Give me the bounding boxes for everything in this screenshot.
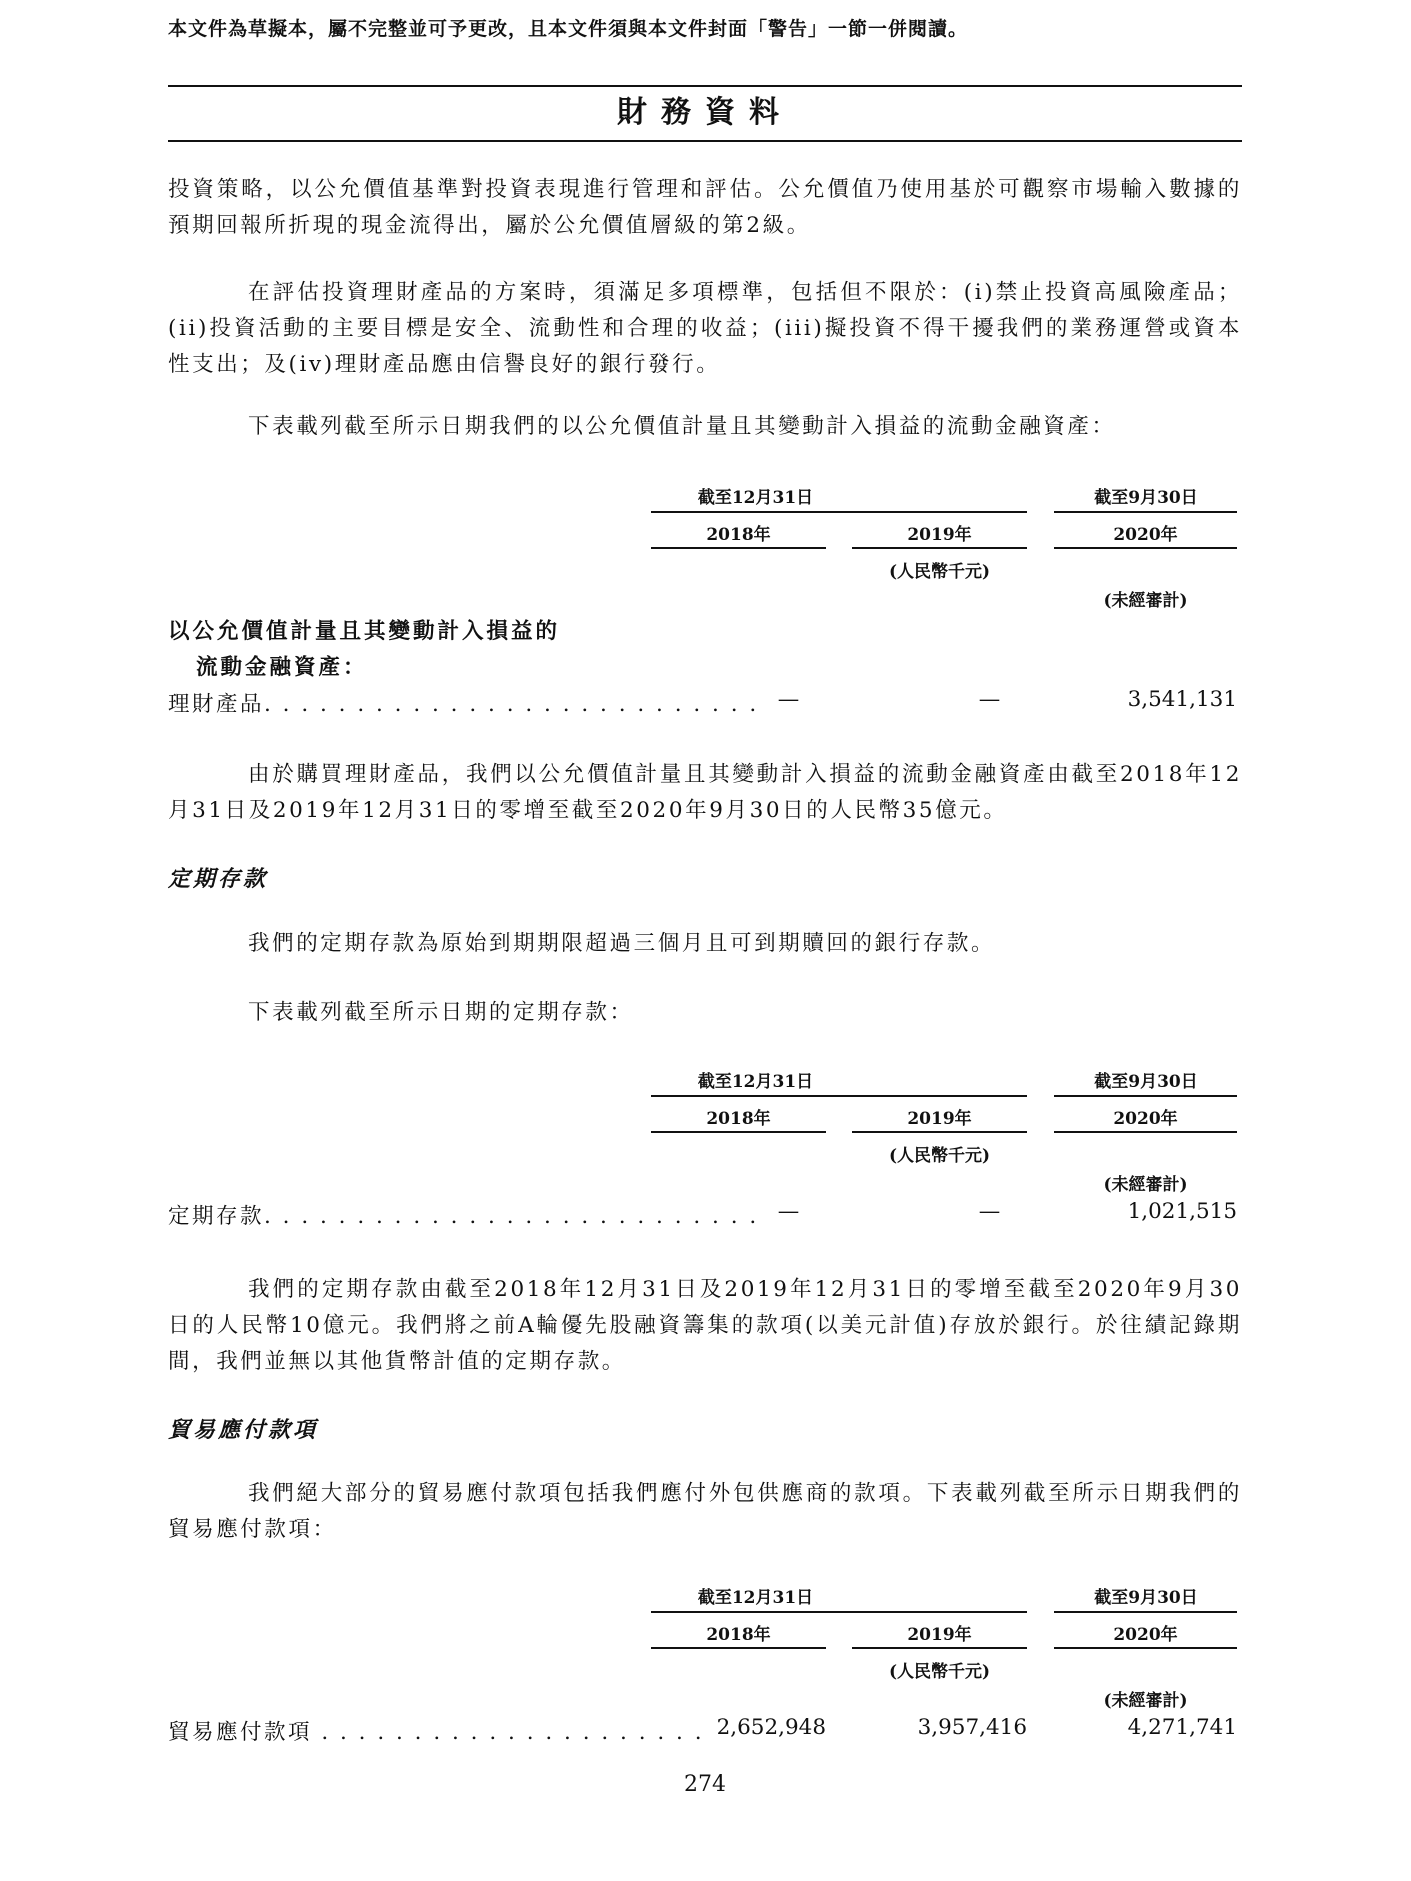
unit-label: (人民幣千元) [888, 1662, 991, 1682]
header-dec31: 截至12月31日 [697, 1588, 814, 1608]
header-rule [651, 1095, 1027, 1097]
section-title-bar [168, 85, 1242, 142]
col-2018: 2018年 [706, 1109, 771, 1129]
draft-notice: 本文件為草擬本，屬不完整並可予更改，且本文件須與本文件封面「警告」一節一併閱讀。 [168, 18, 969, 40]
paragraph-table2-intro: 下表載列截至所示日期的定期存款： [248, 1000, 634, 1025]
row-label-time-deposits: 定期存款. . . . . . . . . . . . . . . . . . . . . . . . . . . [168, 1204, 759, 1229]
paragraph-evaluation-criteria: 在評估投資理財產品的方案時，須滿足多項標準，包括但不限於：(i)禁止投資高風險產品；(ii)投資活動的主要目標是安全、流動性和合理的收益；(iii)擬投資不得干擾我們的業務運營或資本性支出；及(iv)理財產品應由信譽良好的銀行發行。 [168, 280, 1242, 377]
paragraph-deposit-increase: 我們的定期存款由截至2018年12月31日及2019年12月31日的零增至截至2020年9月30日的人民幣10億元。我們將之前A輪優先股融資籌集的款項(以美元計值)存放於銀行。於往績記錄期間，我們並無以其他貨幣計值的定期存款。 [168, 1277, 1242, 1374]
col-2020: 2020年 [1113, 1625, 1178, 1645]
column-rule [852, 1647, 1027, 1649]
header-sep30: 截至9月30日 [1094, 488, 1198, 508]
column-rule [1054, 1647, 1237, 1649]
header-rule [651, 511, 1027, 513]
col-2018: 2018年 [706, 525, 771, 545]
heading-trade-payables: 貿易應付款項 [168, 1417, 319, 1443]
header-dec31: 截至12月31日 [697, 1072, 814, 1092]
column-rule [651, 547, 826, 549]
value-2019: 3,957,416 [917, 1715, 1027, 1740]
trade-payables-table [168, 1580, 1242, 1780]
header-rule [1054, 1095, 1237, 1097]
section-label-line2: 流動金融資產： [196, 655, 368, 680]
header-sep30: 截至9月30日 [1094, 1588, 1198, 1608]
value-2020: 1,021,515 [1127, 1199, 1237, 1224]
paragraph-investment-strategy: 投資策略，以公允價值基準對投資表現進行管理和評估。公允價值乃使用基於可觀察市場輸入數據的預期回報所折現的現金流得出，屬於公允價值層級的第2級。 [168, 177, 1242, 238]
value-2020: 3,541,131 [1127, 687, 1237, 712]
value-2018: 2,652,948 [716, 1715, 826, 1740]
section-label-line1: 以公允價值計量且其變動計入損益的 [168, 619, 561, 644]
fvtpl-assets-table [168, 480, 1242, 717]
value-2018: — [777, 687, 800, 712]
row-label-trade-payables: 貿易應付款項 . . . . . . . . . . . . . . . . . . . . . [168, 1720, 705, 1745]
value-2019: — [978, 1199, 1001, 1224]
col-2019: 2019年 [907, 1109, 972, 1129]
header-rule [1054, 1611, 1237, 1613]
paragraph-payables-intro: 我們絕大部分的貿易應付款項包括我們應付外包供應商的款項。下表載列截至所示日期我們的貿易應付款項： [168, 1481, 1242, 1542]
heading-time-deposits: 定期存款 [168, 866, 269, 892]
col-2018: 2018年 [706, 1625, 771, 1645]
unaudited-label: (未經審計) [1103, 1691, 1188, 1711]
column-rule [852, 1131, 1027, 1133]
paragraph-deposit-definition: 我們的定期存款為原始到期期限超過三個月且可到期贖回的銀行存款。 [248, 931, 996, 956]
value-2020: 4,271,741 [1127, 1715, 1237, 1740]
header-rule [651, 1611, 1027, 1613]
value-2018: — [777, 1199, 800, 1224]
unit-label: (人民幣千元) [888, 1146, 991, 1166]
col-2020: 2020年 [1113, 525, 1178, 545]
unit-label: (人民幣千元) [888, 562, 991, 582]
col-2019: 2019年 [907, 525, 972, 545]
column-rule [651, 1647, 826, 1649]
header-rule [1054, 511, 1237, 513]
time-deposits-table [168, 1064, 1242, 1264]
unaudited-label: (未經審計) [1103, 591, 1188, 611]
header-dec31: 截至12月31日 [697, 488, 814, 508]
column-rule [1054, 547, 1237, 549]
column-rule [1054, 1131, 1237, 1133]
paragraph-table1-intro: 下表載列截至所示日期我們的以公允價值計量且其變動計入損益的流動金融資產： [248, 414, 1116, 439]
page-number: 274 [684, 1772, 726, 1797]
col-2019: 2019年 [907, 1625, 972, 1645]
unaudited-label: (未經審計) [1103, 1175, 1188, 1195]
document-page [168, 0, 1242, 1881]
col-2020: 2020年 [1113, 1109, 1178, 1129]
row-label-wealth-products: 理財產品. . . . . . . . . . . . . . . . . . . . . . . . . . . [168, 692, 759, 717]
column-rule [651, 1131, 826, 1133]
section-title: 財務資料 [617, 95, 793, 130]
value-2019: — [978, 687, 1001, 712]
column-rule [852, 547, 1027, 549]
header-sep30: 截至9月30日 [1094, 1072, 1198, 1092]
paragraph-fvtpl-increase: 由於購買理財產品，我們以公允價值計量且其變動計入損益的流動金融資產由截至2018年12月31日及2019年12月31日的零增至截至2020年9月30日的人民幣35億元。 [168, 762, 1242, 823]
